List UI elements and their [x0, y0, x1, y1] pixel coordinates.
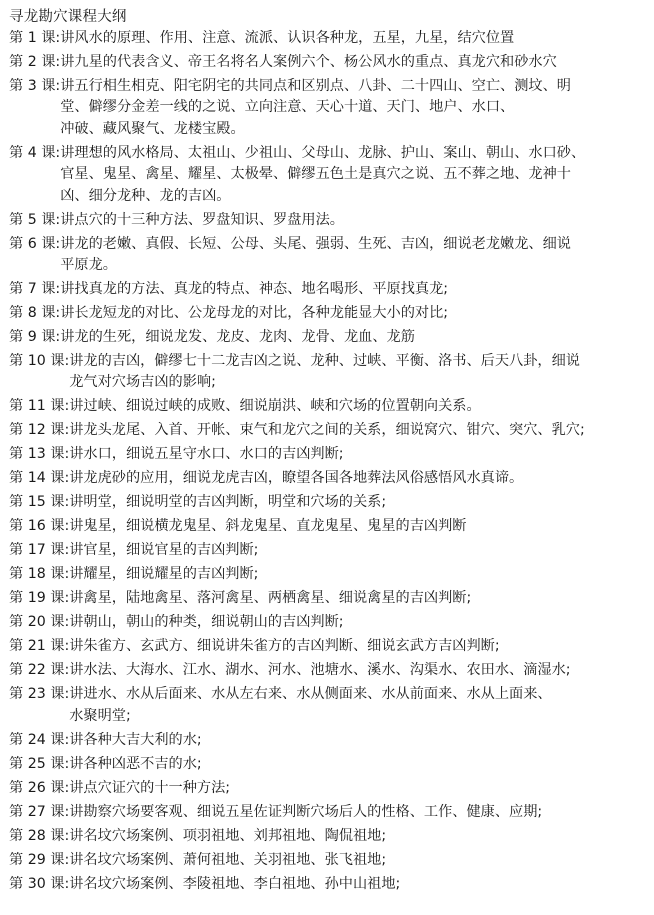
lesson-description: 讲过峡、细说过峡的成败、细说崩洪、峡和穴场的位置朝向关系。	[69, 398, 481, 415]
lesson-number: 第 4 课:	[9, 144, 61, 161]
lesson-item	[9, 730, 648, 751]
lesson-description: 讲勘察穴场要客观、细说五星佐证判断穴场后人的性格、工作、健康、应期;	[69, 803, 543, 820]
lesson-description: 讲点穴证穴的十一种方法;	[69, 779, 231, 796]
lesson-description: 讲官星，细说官星的吉凶判断;	[69, 542, 259, 559]
lesson-description: 讲朱雀方、玄武方、细说讲朱雀方的吉凶判断、细说玄武方吉凶判断;	[69, 638, 500, 655]
lesson-item	[9, 396, 648, 417]
lesson-number: 第 24 课:	[9, 731, 70, 748]
lesson-item	[9, 28, 648, 49]
lesson-description: 讲名坟穴场案例、萧何祖地、关羽祖地、张飞祖地;	[69, 851, 387, 868]
lesson-item	[9, 754, 648, 775]
lesson-description: 讲鬼星，细说横龙鬼星、斜龙鬼星、直龙鬼星、鬼星的吉凶判断	[69, 518, 467, 535]
lesson-description: 讲名坟穴场案例、项羽祖地、刘邦祖地、陶侃祖地;	[69, 827, 387, 844]
lesson-number: 第 26 课:	[9, 779, 70, 796]
lesson-number: 第 2 课:	[9, 54, 61, 70]
lesson-item	[9, 420, 648, 441]
lesson-number: 第 22 课:	[9, 662, 70, 679]
lesson-number: 第 27 课:	[9, 803, 70, 820]
lesson-item	[9, 636, 648, 657]
lesson-description: 讲水法、大海水、江水、湖水、河水、池塘水、溪水、沟渠水、农田水、滴湿水;	[69, 662, 571, 679]
lesson-item	[9, 802, 648, 823]
lesson-number: 第 23 课:	[9, 686, 70, 703]
lesson-number: 第 25 课:	[9, 755, 70, 772]
lesson-description: 讲龙虎砂的应用，细说龙虎吉凶，瞭望各国各地葬法风俗感悟风水真谛。	[69, 470, 524, 487]
lesson-number: 第 16 课:	[9, 518, 70, 535]
lesson-description: 讲五行相生相克、阳宅阴宅的共同点和区别点、八卦、二十四山、空亡、测坟、明 堂、僻缪分金差一线的之说、立向注意、天心十道、天门、地户、水口、 冲破、藏风聚气、龙楼宝殿。	[60, 78, 571, 137]
lesson-number: 第 13 课:	[9, 446, 70, 463]
lesson-item	[9, 303, 648, 324]
lesson-description: 讲龙的吉凶，僻缪七十二龙吉凶之说、龙种、过峡、平衡、洛书、后天八卦，细说 龙气对穴场吉凶的影响;	[69, 353, 580, 391]
lesson-number: 第 8 课:	[9, 305, 61, 322]
lesson-item	[9, 684, 648, 727]
lesson-number: 第 1 课:	[9, 30, 61, 46]
lesson-description: 讲各种凶恶不吉的水;	[69, 755, 202, 772]
lesson-description: 讲水口，细说五星守水口、水口的吉凶判断;	[69, 446, 344, 463]
lesson-item	[9, 279, 648, 300]
lesson-number: 第 17 课:	[9, 542, 70, 559]
lesson-description: 讲九星的代表含义、帝王名将名人案例六个、杨公风水的重点、真龙穴和砂水穴	[60, 54, 557, 70]
lesson-item	[9, 492, 648, 513]
lesson-item	[9, 826, 648, 847]
lesson-description: 讲朝山，朝山的种类，细说朝山的吉凶判断;	[69, 614, 344, 631]
lesson-item	[9, 327, 648, 348]
lesson-item	[9, 588, 648, 609]
lesson-item	[9, 468, 648, 489]
lesson-number: 第 19 课:	[9, 590, 70, 607]
lesson-description: 讲龙头龙尾、入首、开帐、束气和龙穴之间的关系，细说窝穴、钳穴、突穴、乳穴;	[69, 422, 585, 439]
lesson-number: 第 30 课:	[9, 875, 70, 892]
lesson-item	[9, 351, 648, 394]
lesson-description: 讲名坟穴场案例、李陵祖地、李白祖地、孙中山祖地;	[69, 875, 401, 892]
lesson-description: 讲龙的老嫩、真假、长短、公母、头尾、强弱、生死、吉凶，细说老龙嫩龙、细说 平原龙。	[60, 235, 571, 274]
lesson-item	[9, 444, 648, 465]
lesson-item	[9, 874, 648, 895]
lesson-number: 第 5 课:	[9, 211, 61, 228]
lesson-number: 第 29 课:	[9, 851, 70, 868]
lesson-number: 第 10 课:	[9, 353, 70, 370]
lesson-number: 第 6 课:	[9, 235, 61, 252]
lesson-number: 第 3 课:	[9, 78, 61, 94]
lesson-number: 第 18 课:	[9, 566, 70, 583]
lesson-item	[9, 612, 648, 633]
lesson-number: 第 20 课:	[9, 614, 70, 631]
lesson-item	[9, 516, 648, 537]
lesson-item	[9, 564, 648, 585]
lesson-number: 第 12 课:	[9, 422, 70, 439]
lesson-item	[9, 778, 648, 799]
lesson-description: 讲理想的风水格局、太祖山、少祖山、父母山、龙脉、护山、案山、朝山、水口砂、 官星、鬼星、禽星、耀星、太极晕、僻缪五色土是真穴之说、五不葬之地、龙神十 凶、细分龙种、龙的吉凶。	[60, 144, 586, 204]
lesson-description: 讲风水的原理、作用、注意、流派、认识各种龙，五星，九星，结穴位置	[60, 30, 515, 46]
lesson-description: 讲龙的生死，细说龙发、龙皮、龙肉、龙骨、龙血、龙筋	[60, 329, 415, 346]
lesson-description: 讲禽星，陆地禽星、落河禽星、两栖禽星、细说禽星的吉凶判断;	[69, 590, 472, 607]
lesson-item	[9, 210, 648, 231]
lesson-item	[9, 234, 648, 277]
lesson-description: 讲明堂，细说明堂的吉凶判断，明堂和穴场的关系;	[69, 494, 387, 511]
lesson-number: 第 15 课:	[9, 494, 70, 511]
lesson-number: 第 7 课:	[9, 281, 61, 298]
lesson-description: 讲各种大吉大利的水;	[69, 731, 202, 748]
lesson-list	[9, 28, 648, 895]
lesson-description: 讲点穴的十三种方法、罗盘知识、罗盘用法。	[60, 211, 344, 228]
lesson-number: 第 11 课:	[9, 398, 70, 415]
lesson-item	[9, 76, 648, 140]
lesson-description: 讲长龙短龙的对比、公龙母龙的对比，各种龙能显大小的对比;	[60, 305, 449, 322]
lesson-item	[9, 52, 648, 73]
lesson-item	[9, 850, 648, 871]
lesson-number: 第 14 课:	[9, 470, 70, 487]
lesson-item	[9, 143, 648, 207]
lesson-description: 讲找真龙的方法、真龙的特点、神态、地名喝形、平原找真龙;	[60, 281, 449, 298]
lesson-description: 讲耀星，细说耀星的吉凶判断;	[69, 566, 259, 583]
document-title: 寻龙勘穴课程大纲	[9, 9, 127, 25]
lesson-number: 第 28 课:	[9, 827, 70, 844]
lesson-item	[9, 540, 648, 561]
lesson-description: 讲进水、水从后面来、水从左右来、水从侧面来、水从前面来、水从上面来、 水聚明堂;	[69, 686, 552, 724]
lesson-number: 第 21 课:	[9, 638, 70, 655]
lesson-item	[9, 660, 648, 681]
lesson-number: 第 9 课:	[9, 329, 61, 346]
